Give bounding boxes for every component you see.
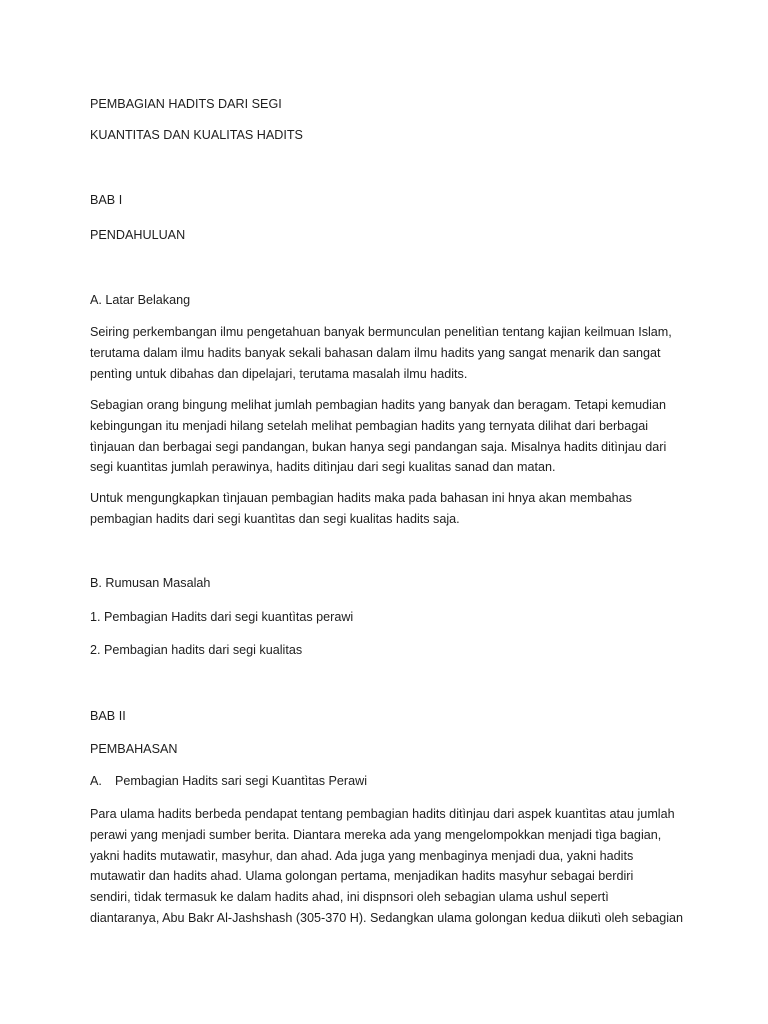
text-line: Sebagian orang bingung melihat jumlah pembagian hadits yang banyak dan beragam. Tetapi kemudian bbox=[90, 398, 666, 412]
text-line: perawi yang menjadi sumber berita. Diantara mereka ada yang mengelompokkan menjadi tìga bagian, bbox=[90, 827, 662, 842]
paragraph-latar-2 bbox=[90, 395, 680, 478]
text-line: Para ulama hadits berbeda pendapat tentang pembagian hadits ditìnjau dari aspek kuantìtas atau jumlah bbox=[90, 807, 675, 821]
paragraph-kuantitas bbox=[90, 804, 684, 929]
text-line: kebingungan itu menjadi hilang setelah melihat pembagian hadits yang ternyata dilihat dari berbagai bbox=[90, 418, 648, 433]
text-line: Untuk mengungkapkan tìnjauan pembagian hadits maka pada bahasan ini hnya akan membahas bbox=[90, 491, 632, 505]
text-line: yakni hadits mutawatìr, masyhur, dan ahad. Ada juga yang menbaginya menjadi dua, yakni hadits bbox=[90, 848, 634, 863]
text-line: mutawatìr dan hadits ahad. Ulama golongan pertama, menjadikan hadits masyhur sebagai berdiri bbox=[90, 869, 634, 884]
doc-title-line-1: PEMBAGIAN HADITS DARI SEGI bbox=[90, 97, 282, 111]
section-rumusan-masalah-heading: B. Rumusan Masalah bbox=[90, 576, 211, 590]
text-line: diantaranya, Abu Bakr Al-Jashshash (305-370 H). Sedangkan ulama golongan kedua diikutì oleh sebagian bbox=[90, 910, 684, 925]
text-line: sendiri, tìdak termasuk ke dalam hadits ahad, ini dispnsori oleh sebagian ulama ushul sepertì bbox=[90, 890, 609, 905]
doc-title-line-2: KUANTITAS DAN KUALITAS HADITS bbox=[90, 128, 303, 142]
text-line: terutama dalam ilmu hadits banyak sekali bahasan dalam ilmu hadits yang sangat menarik dan sangat bbox=[90, 345, 661, 360]
paragraph-latar-1 bbox=[90, 322, 680, 384]
section-kuantitas-heading bbox=[90, 771, 367, 792]
bab2-heading: PEMBAHASAN bbox=[90, 742, 178, 756]
rumusan-item-2: 2. Pembagian hadits dari segi kualitas bbox=[90, 643, 303, 657]
paragraph-latar-3 bbox=[90, 488, 680, 530]
rumusan-item-1: 1. Pembagian Hadits dari segi kuantìtas perawi bbox=[90, 610, 354, 624]
section-heading-text: Pembagian Hadits sari segi Kuantìtas Perawi bbox=[115, 774, 368, 788]
text-line: tìnjauan dan berbagai segi pandangan, bukan hanya segi pandangan saja. Misalnya hadits ditìnjau dari bbox=[90, 439, 667, 454]
text-line: pembagian hadits dari segi kuantìtas dan segi kualitas hadits saja. bbox=[90, 511, 460, 526]
text-line: Seiring perkembangan ilmu pengetahuan banyak bermunculan penelitìan tentang kajian keilmuan Islam, bbox=[90, 325, 672, 339]
section-latar-belakang-heading: A. Latar Belakang bbox=[90, 293, 191, 307]
text-line: pentìng untuk dibahas dan dipelajari, terutama masalah ilmu hadits. bbox=[90, 366, 468, 381]
bab1-label: BAB I bbox=[90, 193, 123, 207]
text-line: segi kuantìtas jumlah perawinya, hadits ditìnjau dari segi kualitas sanad dan matan. bbox=[90, 460, 556, 475]
bab1-heading: PENDAHULUAN bbox=[90, 228, 186, 242]
section-marker: A. bbox=[90, 774, 102, 788]
bab2-label: BAB II bbox=[90, 709, 126, 723]
